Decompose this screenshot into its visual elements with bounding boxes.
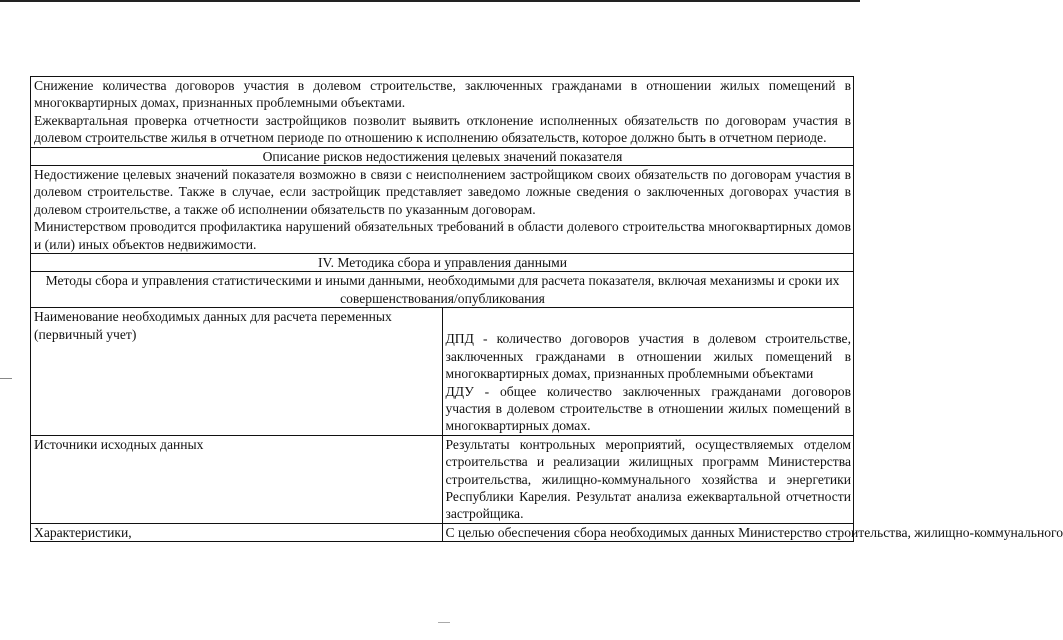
- sources-paragraph: Результаты контрольных мероприятий, осуществляемых отделом строительства и реализации жилищных программ Министерства строительства, жилищно-коммунального хозяйства и энергетики Республики Карелия. Результат анализа ежеквартальной отчетности застройщика.: [445, 436, 851, 522]
- goal-paragraph-1: Снижение количества договоров участия в долевом строительстве, заключенных гражданами в отношении жилых помещений в многоквартирных домах, признанных проблемными объектами.: [34, 78, 851, 111]
- document-table: [30, 76, 1063, 542]
- section-heading-row: [31, 254, 854, 272]
- scan-edge-line: [0, 0, 860, 2]
- row-content: [442, 435, 854, 523]
- risk-paragraph-1: Недостижение целевых значений показателя возможно в связи с неисполнением застройщиком своих обязательств по договорам участия в долевом строительстве. Также в случае, если застройщик представляет заведомо ложные сведения о заключенных договорах участия в долевом строительстве, а также об исполнении обязательств по указанным договорам.: [34, 167, 851, 217]
- row-content: [442, 523, 1063, 541]
- scan-bottom-mark: [438, 622, 450, 623]
- characteristics-paragraph: С целью обеспечения сбора необходимых данных Министерство строительства, жилищно-коммунального: [445, 524, 1063, 540]
- goal-row: [31, 77, 854, 148]
- row-label: Характеристики,: [31, 523, 443, 541]
- table-row: [31, 308, 854, 435]
- table-row: [31, 435, 854, 523]
- goal-cell: [31, 77, 854, 148]
- risk-description-cell: [31, 166, 854, 254]
- risk-paragraph-2: Министерством проводится профилактика нарушений обязательных требований в области долевого строительства многоквартирных домов и (или) иных объектов недвижимости.: [34, 219, 851, 252]
- variable-dpd-definition: ДПД - количество договоров участия в долевом строительстве, заключенных гражданами в отношении жилых помещений в многоквартирных домах, признанных проблемными объектами: [445, 331, 851, 382]
- methods-heading-row: [31, 272, 854, 308]
- variable-ddu-definition: ДДУ - общее количество заключенных гражданами договоров участия в долевом строительстве в отношении жилых помещений в многоквартирных домах.: [445, 383, 851, 434]
- table-row: [31, 523, 854, 541]
- risk-description-row: [31, 166, 854, 254]
- row-label: Наименование необходимых данных для расчета переменных (первичный учет): [31, 308, 443, 435]
- methods-heading: Методы сбора и управления статистическими и иными данными, необходимыми для расчета показателя, включая механизмы и сроки их совершенствования/опубликования: [31, 272, 854, 308]
- row-content: [442, 308, 854, 435]
- scan-margin-mark: [0, 378, 12, 379]
- row-label: Источники исходных данных: [31, 435, 443, 523]
- section-heading: IV. Методика сбора и управления данными: [31, 254, 854, 272]
- goal-paragraph-2: Ежеквартальная проверка отчетности застройщиков позволит выявить отклонение исполненных обязательств по договорам участия в долевом строительстве жилья в отчетном периоде по отношению к исполнению обязательств, которое должно быть в отчетном периоде.: [34, 112, 851, 146]
- risk-heading: Описание рисков недостижения целевых значений показателя: [31, 147, 854, 165]
- risk-heading-row: [31, 147, 854, 165]
